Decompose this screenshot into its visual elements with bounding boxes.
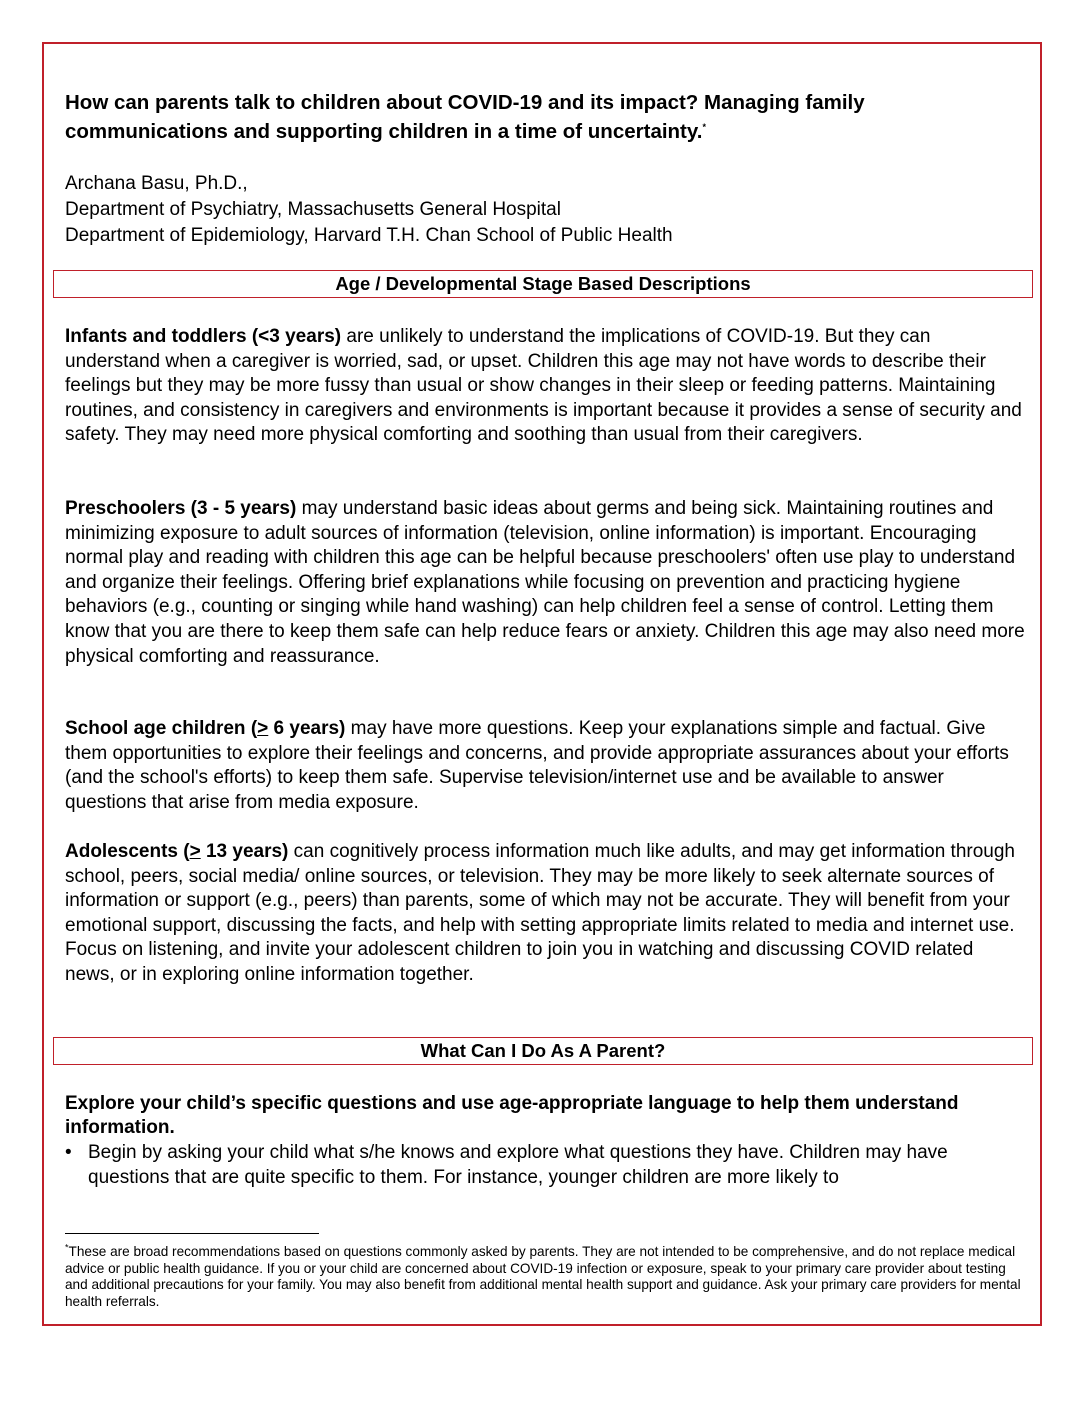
author-block (65, 171, 1025, 249)
paragraph-school-age (65, 717, 1027, 815)
author-affiliation-2: Department of Epidemiology, Harvard T.H. Chan School of Public Health (65, 225, 673, 246)
paragraph-adolescents (65, 840, 1027, 988)
list-item (65, 1141, 1025, 1190)
author-name: Archana Basu, Ph.D., (65, 173, 248, 194)
title-footnote-marker: * (702, 122, 706, 133)
author-affiliation-1: Department of Psychiatry, Massachusetts General Hospital (65, 199, 561, 220)
paragraph-body: are unlikely to understand the implications of COVID-19. But they can understand when a caregiver is worried, sad, or upset. Children this age may not have words to describe their feelings but they may be more fussy than usual or show changes in their sleep or feeding patterns. Maintaining routines, and consistency in caregivers and environments is important because it provides a sense of security and safety. They may need more physical comforting and soothing than usual from their caregivers. (65, 326, 1022, 446)
section-heading-developmental-stages (53, 270, 1033, 298)
footnote-marker: * (65, 1242, 69, 1253)
paragraph-lead: School age children (> 6 years) (65, 718, 346, 739)
section-heading-text: What Can I Do As A Parent? (420, 1040, 666, 1061)
greater-equal-symbol: > (257, 718, 269, 739)
paragraph-body: may understand basic ideas about germs and being sick. Maintaining routines and minimizing exposure to adult sources of information (television, online information) is important. Encouraging normal play and reading with children this age can be helpful because preschoolers' often use play to understand and organize their feelings. Offering brief explanations while focusing on prevention and practicing hygiene behaviors (e.g., counting or singing while hand washing) can help children feel a sense of control. Letting them know that you are there to keep them safe can help reduce fears or anxiety. Children this age may also need more physical comforting and reassurance. (65, 498, 1025, 667)
paragraph-preschoolers (65, 497, 1027, 669)
paragraph-body: may have more questions. Keep your explanations simple and factual. Give them opportunities to explore their feelings and concerns, and provide appropriate assurances about your efforts (and the school's efforts) to keep them safe. Supervise television/internet use and be available to answer questions that arise from media exposure. (65, 718, 1009, 813)
paragraph-lead: Adolescents (> 13 years) (65, 841, 289, 862)
bullet-icon: • (65, 1142, 72, 1163)
paragraph-lead: Infants and toddlers (<3 years) (65, 326, 342, 347)
paragraph-body: can cognitively process information much like adults, and may get information through school, peers, social media/ online sources, or television. They may be more likely to seek alternate sources of information or support (e.g., peers) than parents, some of which may not be accurate. They will benefit from your emotional support, discussing the facts, and help with setting appropriate limits related to media and internet use. Focus on listening, and invite your adolescent children to join you in watching and discussing COVID related news, or in exploring online information together. (65, 841, 1015, 985)
paragraph-infants (65, 325, 1027, 448)
greater-equal-symbol: > (189, 841, 201, 862)
list-item-text: Begin by asking your child what s/he knows and explore what questions they have. Children may have questions that are quite specific to them. For instance, younger children are more likely to (88, 1142, 948, 1188)
footnote (65, 1244, 1025, 1310)
page-title: How can parents talk to children about COVID-19 and its impact? Managing family communications and supporting children in a time of uncertainty.* (65, 91, 865, 143)
guidance-lead: Explore your child’s specific questions and use age-appropriate language to help them understand information. (65, 1093, 959, 1138)
header-block (65, 88, 1025, 249)
section-heading-text: Age / Developmental Stage Based Descriptions (335, 273, 751, 294)
paragraph-lead: Preschoolers (3 - 5 years) (65, 498, 297, 519)
footnote-text: These are broad recommendations based on questions commonly asked by parents. They are not intended to be comprehensive, and do not replace medical advice or public health guidance. If you or your child are concerned about COVID-19 infection or exposure, speak to your primary care provider about testing and additional precautions for your family. You may also benefit from additional mental health support and guidance. Ask your primary care providers for mental health referrals. (65, 1244, 1021, 1309)
footnote-divider (65, 1233, 319, 1234)
section-heading-what-can-i-do (53, 1037, 1033, 1065)
